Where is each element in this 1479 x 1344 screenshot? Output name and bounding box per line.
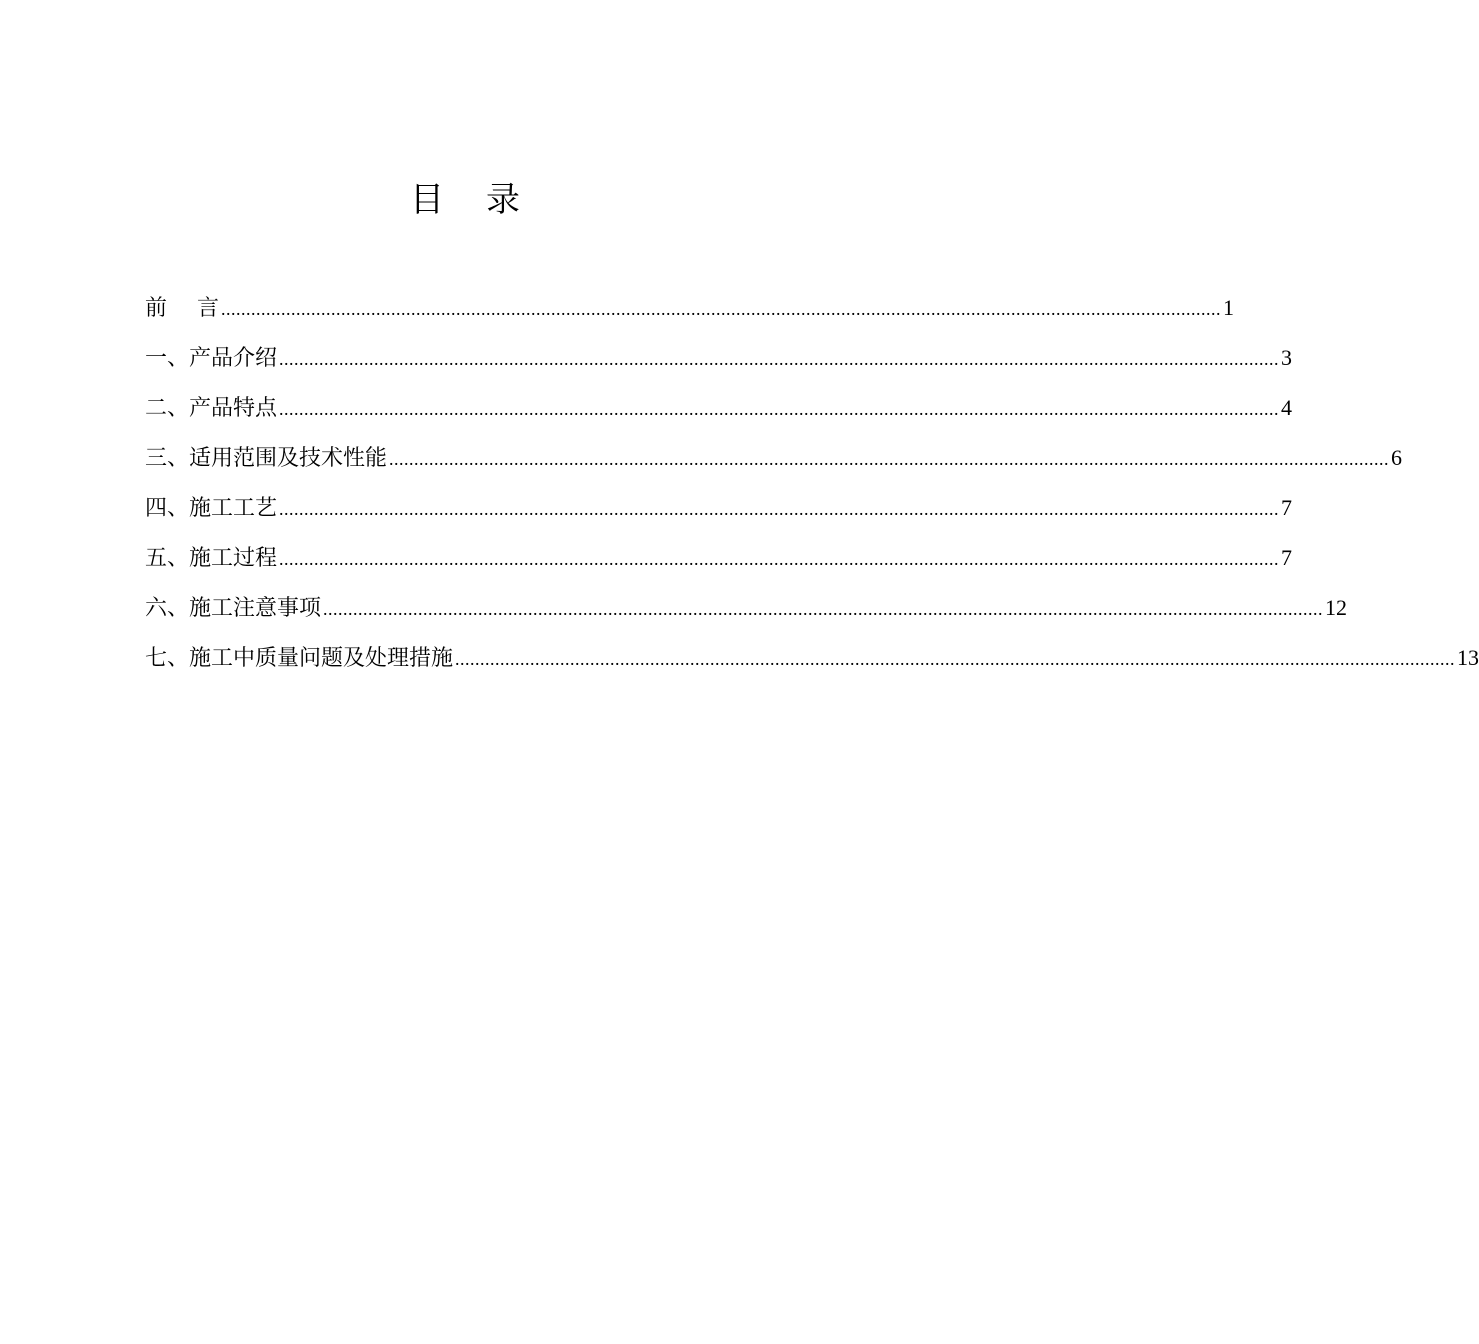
toc-page-number: 6 xyxy=(1391,445,1403,470)
toc-page-number: 7 xyxy=(1281,495,1293,520)
toc-leader-dots: ........................................................................................................................................................................................................ xyxy=(279,349,1280,369)
toc-label-part-1: 前 xyxy=(145,295,168,320)
toc-page-number: 13 xyxy=(1457,645,1479,670)
toc-leader-dots: ........................................................................................................................................................................................................ xyxy=(279,499,1280,519)
toc-page-number: 1 xyxy=(1223,295,1235,320)
title-char-1: 目 xyxy=(410,182,444,219)
title-char-2: 录 xyxy=(486,182,520,219)
toc-entry-label: 六、施工注意事项 xyxy=(145,595,322,620)
table-of-contents xyxy=(145,288,1479,688)
page-title xyxy=(0,178,930,224)
toc-entry-label xyxy=(145,288,219,328)
toc-leader-dots: ........................................................................................................................................................................................................ xyxy=(455,649,1456,669)
toc-page-number: 3 xyxy=(1281,345,1293,370)
toc-entry-1[interactable] xyxy=(145,338,1293,388)
toc-entry-label: 一、产品介绍 xyxy=(145,345,278,370)
toc-entry-preface[interactable] xyxy=(145,288,1235,338)
toc-label-part-2: 言 xyxy=(197,295,220,320)
toc-leader-dots: ........................................................................................................................................................................................................ xyxy=(323,599,1324,619)
toc-entry-6[interactable] xyxy=(145,588,1348,638)
toc-entry-2[interactable] xyxy=(145,388,1293,438)
toc-entry-label: 五、施工过程 xyxy=(145,545,278,570)
toc-entry-4[interactable] xyxy=(145,488,1293,538)
toc-entry-3[interactable] xyxy=(145,438,1403,488)
toc-entry-5[interactable] xyxy=(145,538,1293,588)
toc-page-number: 12 xyxy=(1325,595,1348,620)
toc-leader-dots: ........................................................................................................................................................................................................ xyxy=(279,549,1280,569)
toc-page-number: 4 xyxy=(1281,395,1293,420)
toc-entry-7[interactable] xyxy=(145,638,1479,688)
toc-entry-label: 三、适用范围及技术性能 xyxy=(145,445,388,470)
toc-leader-dots: ........................................................................................................................................................................................................ xyxy=(221,299,1222,319)
toc-entry-label: 四、施工工艺 xyxy=(145,495,278,520)
toc-leader-dots: ........................................................................................................................................................................................................ xyxy=(389,449,1390,469)
toc-entry-label: 七、施工中质量问题及处理措施 xyxy=(145,645,454,670)
toc-entry-label: 二、产品特点 xyxy=(145,395,278,420)
toc-page-number: 7 xyxy=(1281,545,1293,570)
toc-leader-dots: ........................................................................................................................................................................................................ xyxy=(279,399,1280,419)
